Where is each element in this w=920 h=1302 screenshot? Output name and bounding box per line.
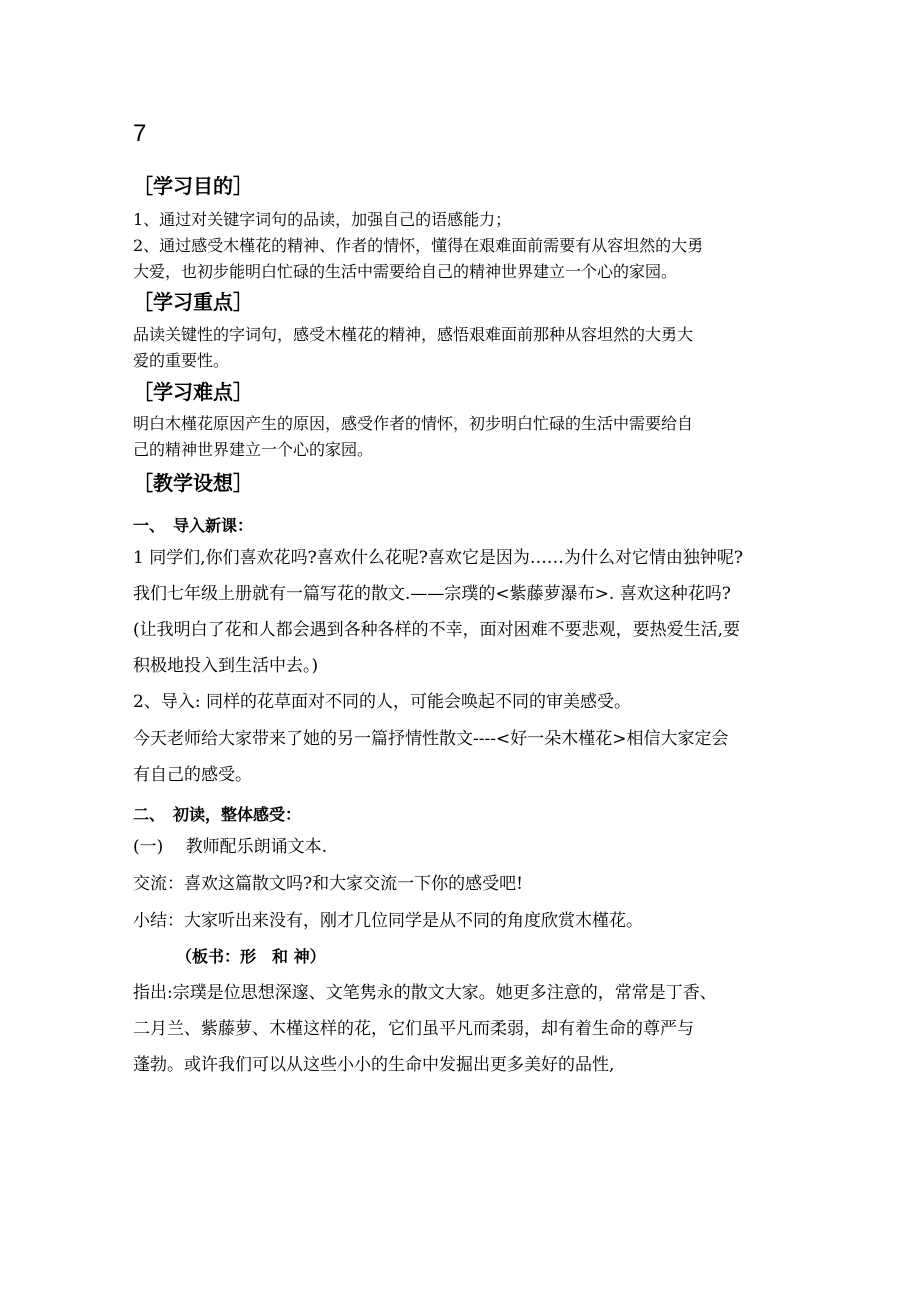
intro-line-3: (让我明白了花和人都会遇到各种各样的不幸，面对困难不要悲观，要热爱生活,要 <box>133 620 741 640</box>
today-line-2: 有自己的感受。 <box>133 765 252 785</box>
teaching-plan-heading: ［教学设想］ <box>133 471 253 495</box>
board-note: （板书：形 和 神） <box>176 947 326 966</box>
objectives-line-2: 2、通过感受木槿花的精神、作者的情怀，懂得在艰难面前需要有从容坦然的大勇 <box>133 236 704 255</box>
intro-line-4: 积极地投入到生活中去。) <box>133 656 319 676</box>
intro-line-1: 1 同学们,你们喜欢花吗?喜欢什么花呢?喜欢它是因为……为什么对它情由独钟呢? <box>133 548 743 568</box>
difficulties-line-2: 己的精神世界建立一个心的家园。 <box>133 440 374 459</box>
objectives-text <box>133 207 793 285</box>
section-1-title: 一、 导入新课： <box>133 516 254 535</box>
summary-text: 小结：大家听出来没有，刚才几位同学是从不同的角度欣赏木槿花。 <box>133 911 643 931</box>
point-out-line-1: 指出:宗璞是位思想深邃、文笔隽永的散文大家。她更多注意的，常常是丁香、 <box>133 983 717 1003</box>
difficulties-text <box>133 411 793 463</box>
intro-line-2: 我们七年级上册就有一篇写花的散文.——宗璞的<紫藤萝瀑布>. 喜欢这种花吗? <box>133 584 731 604</box>
point-out-line-2: 二月兰、紫藤萝、木槿这样的花，它们虽平凡而柔弱，却有着生命的尊严与 <box>133 1019 694 1039</box>
step-1-text: (一) 教师配乐朗诵文本. <box>133 837 328 857</box>
point-out-paragraph <box>133 975 793 1083</box>
today-paragraph <box>133 721 793 793</box>
objectives-line-1: 1、通过对关键字词句的品读，加强自己的语感能力； <box>133 210 512 229</box>
today-line-1: 今天老师给大家带来了她的另一篇抒情性散文----<好一朵木槿花>相信大家定会 <box>133 729 729 749</box>
key-points-heading: ［学习重点］ <box>133 290 253 314</box>
point-out-line-3: 蓬勃。或许我们可以从这些小小的生命中发掘出更多美好的品性, <box>133 1055 615 1075</box>
page-number: 7 <box>133 120 147 147</box>
intro-paragraph <box>133 540 793 684</box>
key-points-text <box>133 322 793 374</box>
exchange-text: 交流：喜欢这篇散文吗?和大家交流一下你的感受吧! <box>133 874 523 894</box>
difficulties-heading: ［学习难点］ <box>133 380 253 404</box>
objectives-line-3: 大爱，也初步能明白忙碌的生活中需要给自己的精神世界建立一个心的家园。 <box>133 262 678 281</box>
section-2-title: 二、 初读，整体感受： <box>133 805 302 824</box>
objectives-heading: ［学习目的］ <box>133 174 253 198</box>
lead-in-paragraph: 2、导入: 同样的花草面对不同的人，可能会唤起不同的审美感受。 <box>133 692 631 712</box>
key-points-line-1: 品读关键性的字词句，感受木槿花的精神，感悟艰难面前那种从容坦然的大勇大 <box>133 325 694 344</box>
key-points-line-2: 爱的重要性。 <box>133 351 230 370</box>
difficulties-line-1: 明白木槿花原因产生的原因，感受作者的情怀，初步明白忙碌的生活中需要给自 <box>133 414 694 433</box>
